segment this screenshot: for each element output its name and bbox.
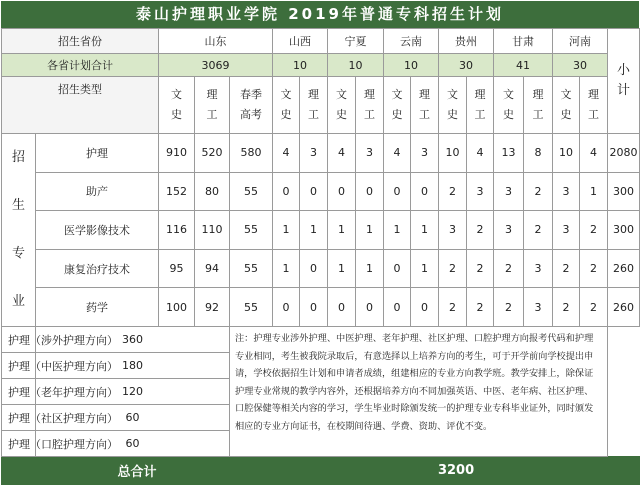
major-name: 药学 [36,288,159,327]
plan-value: 4 [580,134,608,173]
admission-plan [1,1,639,480]
plan-value: 0 [300,288,328,327]
plan-value: 116 [159,211,195,250]
type-cell [467,77,494,134]
major-subtotal: 300 [608,172,640,211]
type-cell [230,77,273,134]
type-text: 文 [171,88,182,101]
plan-value: 1 [356,211,384,250]
plan-value: 0 [328,288,356,327]
plan-value: 0 [384,172,411,211]
side-char: 招 [11,150,25,165]
plan-value: 2 [580,288,608,327]
table-row [2,134,640,173]
type-text: 工 [364,108,376,121]
plan-value: 92 [195,288,230,327]
type-text: 工 [588,108,600,121]
type-cell [553,77,580,134]
plan-value: 3 [524,249,553,288]
province-guizhou: 贵州 [439,29,494,54]
province-label: 招生省份 [2,29,159,54]
type-text: 文 [447,88,459,101]
major-subtotal: 2080 [608,134,640,173]
plan-value: 2 [580,211,608,250]
plan-value: 3 [439,211,467,250]
plan-value: 3 [524,288,553,327]
type-text: 文 [560,88,572,101]
plan-value: 1 [328,211,356,250]
plan-value: 55 [230,288,273,327]
direction-name: 护理（老年护理方向） [2,379,36,405]
plan-value: 152 [159,172,195,211]
type-text: 工 [419,108,431,121]
direction-name: 护理（口腔护理方向） [2,431,36,457]
plan-value: 2 [524,211,553,250]
plan-value: 3 [411,134,439,173]
type-cell [356,77,384,134]
plan-value: 2 [467,288,494,327]
major-name: 康复治疗技术 [36,249,159,288]
type-text: 文 [391,88,403,101]
type-text: 工 [532,108,544,121]
plan-value: 1 [273,211,300,250]
plan-value: 3 [356,134,384,173]
table-row [2,249,640,288]
plan-value: 0 [300,249,328,288]
plan-value: 3 [553,172,580,211]
plan-value: 8 [524,134,553,173]
plan-value: 1 [411,211,439,250]
type-cell [300,77,328,134]
type-text: 史 [560,108,572,121]
plan-value: 0 [300,172,328,211]
type-cell [411,77,439,134]
plan-value: 2 [553,249,580,288]
province-gansu: 甘肃 [494,29,553,54]
plan-value: 10 [553,134,580,173]
plan-value: 55 [230,172,273,211]
major-subtotal: 260 [608,288,640,327]
plan-value: 4 [273,134,300,173]
plan-value: 1 [328,249,356,288]
plan-value: 2 [524,172,553,211]
subtotal-header [608,29,640,134]
type-text: 史 [447,108,459,121]
table-row [2,288,640,327]
plan-value: 580 [230,134,273,173]
plan-value: 0 [273,172,300,211]
footer-total: 3200 [273,457,640,485]
side-char: 专 [11,246,25,261]
plan-value: 13 [494,134,524,173]
plan-value: 95 [159,249,195,288]
province-shanxi: 山西 [273,29,328,54]
page-title: 泰山护理职业学院 2019年普通专科招生计划 [1,1,639,28]
province-row [2,29,640,54]
major-subtotal: 260 [608,249,640,288]
major-name: 护理 [36,134,159,173]
type-cell [494,77,524,134]
major-subtotal: 300 [608,211,640,250]
plan-label: 各省计划合计 [2,54,159,77]
plan-value: 94 [195,249,230,288]
plan-value: 2 [439,249,467,288]
direction-row [2,327,640,353]
plan-total: 10 [384,54,439,77]
plan-value: 520 [195,134,230,173]
subtotal-char: 小 [617,63,631,78]
type-text: 理 [474,88,486,101]
type-text: 春季 [240,88,263,101]
plan-value: 110 [195,211,230,250]
plan-value: 100 [159,288,195,327]
side-label [2,134,36,327]
subtotal-char: 计 [617,83,631,98]
plan-value: 2 [467,249,494,288]
plan-value: 3 [494,211,524,250]
plan-total: 41 [494,54,553,77]
type-text: 理 [588,88,600,101]
plan-value: 2 [580,249,608,288]
province-henan: 河南 [553,29,608,54]
type-text: 理 [532,88,544,101]
type-text: 理 [364,88,376,101]
type-text: 史 [391,108,403,121]
plan-value: 0 [273,288,300,327]
type-cell [580,77,608,134]
type-text: 史 [503,108,515,121]
plan-value: 1 [273,249,300,288]
province-ningxia: 宁夏 [328,29,384,54]
type-label: 招生类型 [2,77,159,134]
plan-value: 2 [494,249,524,288]
plan-total: 30 [439,54,494,77]
plan-value: 0 [356,288,384,327]
plan-total-row [2,54,640,77]
type-text: 理 [419,88,431,101]
plan-value: 0 [356,172,384,211]
plan-value: 55 [230,211,273,250]
plan-value: 0 [384,249,411,288]
plan-value: 1 [580,172,608,211]
plan-value: 1 [300,211,328,250]
table-row [2,172,640,211]
side-char: 生 [11,198,25,213]
type-cell [384,77,411,134]
plan-value: 2 [439,172,467,211]
type-text: 理 [308,88,320,101]
type-text: 文 [503,88,515,101]
plan-value: 10 [439,134,467,173]
plan-value: 0 [411,172,439,211]
plan-value: 4 [328,134,356,173]
plan-table [1,28,640,485]
plan-value: 2 [467,211,494,250]
province-yunnan: 云南 [384,29,439,54]
plan-value: 0 [384,288,411,327]
plan-value: 1 [356,249,384,288]
type-cell [159,77,195,134]
type-cell [195,77,230,134]
plan-value: 910 [159,134,195,173]
major-name: 助产 [36,172,159,211]
type-text: 文 [280,88,292,101]
footer-label: 总合计 [2,457,273,485]
table-row [2,211,640,250]
type-text: 文 [336,88,348,101]
type-text: 史 [280,108,292,121]
plan-value: 2 [494,288,524,327]
direction-name: 护理（社区护理方向） [2,405,36,431]
type-text: 理 [206,88,218,101]
type-text: 工 [474,108,486,121]
type-cell [273,77,300,134]
side-char: 业 [11,294,25,309]
type-text: 高考 [240,108,263,121]
type-cell [328,77,356,134]
type-text: 史 [171,108,182,121]
plan-total: 10 [328,54,384,77]
province-shandong: 山东 [159,29,273,54]
type-text: 史 [336,108,348,121]
plan-value: 0 [328,172,356,211]
direction-name: 护理（涉外护理方向） [2,327,36,353]
plan-value: 1 [411,249,439,288]
plan-value: 3 [494,172,524,211]
plan-value: 2 [439,288,467,327]
direction-name: 护理（中医护理方向） [2,353,36,379]
plan-value: 80 [195,172,230,211]
direction-count: 120 [36,379,230,405]
major-name: 医学影像技术 [36,211,159,250]
plan-value: 0 [411,288,439,327]
type-cell [524,77,553,134]
plan-value: 55 [230,249,273,288]
type-cell [439,77,467,134]
note-text: 注：护理专业涉外护理、中医护理、老年护理、社区护理、口腔护理方向报考代码和护理专业相同，考生被我院录取后，有意选择以上培养方向的考生，可于开学前向学校提出申请，学校依据招生计划和申请者成绩，组建相应的专业方向教学班。教学安排上，除保证护理专业常规的教学内容外，还根据培养方向不同加强英语、中医、老年病、社区护理、口腔保健等相关内容的学习，学生毕业时除颁发统一的护理专业专科毕业证外，同时颁发相应的专业方向证书，在校期间待遇、学费、资助、评优不变。 [230,327,608,457]
plan-value: 3 [300,134,328,173]
plan-value: 2 [553,288,580,327]
plan-value: 1 [384,211,411,250]
plan-value: 4 [384,134,411,173]
footer-row [2,457,640,485]
plan-total: 3069 [159,54,273,77]
direction-count: 60 [36,431,230,457]
type-row [2,77,640,134]
type-text: 工 [308,108,320,121]
plan-value: 3 [553,211,580,250]
plan-value: 4 [467,134,494,173]
plan-value: 3 [467,172,494,211]
plan-total: 10 [273,54,328,77]
direction-count: 60 [36,405,230,431]
plan-total: 30 [553,54,608,77]
direction-count: 180 [36,353,230,379]
direction-count: 360 [36,327,230,353]
type-text: 工 [206,108,218,121]
